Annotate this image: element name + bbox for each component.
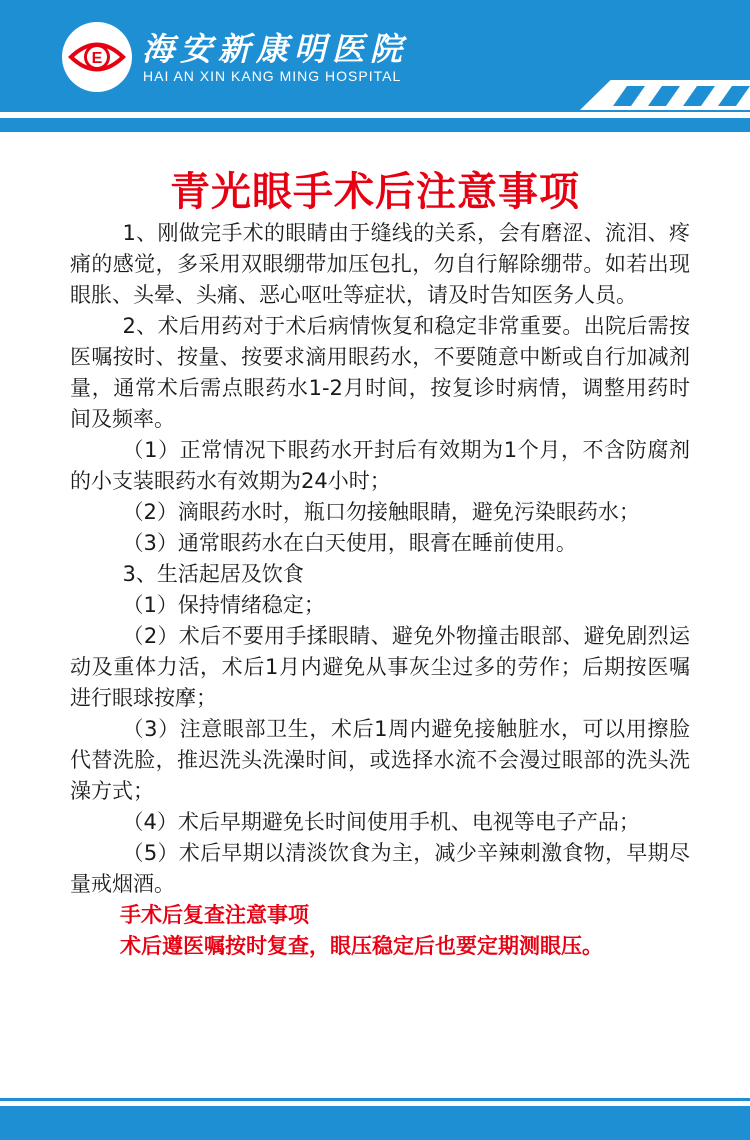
- section-3-2: （2）术后不要用手揉眼睛、避免外物撞击眼部、避免剧烈运动及重体力活，术后1月内避免从事灰尘过多的劳作；后期按医嘱进行眼球按摩；: [70, 624, 690, 710]
- section-3-5: （5）术后早期以清淡饮食为主，减少辛辣刺激食物，早期尽量戒烟酒。: [70, 841, 690, 896]
- page-title: 青光眼手术后注意事项: [170, 168, 580, 215]
- hospital-name-en: HAI AN XIN KANG MING HOSPITAL: [143, 68, 402, 84]
- section-3: 3、生活起居及饮食: [122, 562, 304, 586]
- footer-bar: [0, 1106, 750, 1140]
- logo-letter: E: [91, 50, 103, 67]
- section-2-1: （1）正常情况下眼药水开封后有效期为1个月，不含防腐剂的小支装眼药水有效期为24小时；: [70, 438, 690, 493]
- section-3-3: （3）注意眼部卫生，术后1周内避免接触脏水，可以用擦脸代替洗脸，推迟洗头洗澡时间，或选择水流不会漫过眼部的洗头洗澡方式；: [70, 717, 690, 803]
- header-bar: [0, 0, 750, 112]
- hospital-name-cn: 海安新康明医院: [142, 30, 409, 68]
- section-3-1: （1）保持情绪稳定；: [122, 593, 325, 617]
- notice-content: [70, 218, 690, 962]
- followup-text: 术后遵医嘱按时复查，眼压稳定后也要定期测眼压。: [120, 934, 603, 958]
- section-2: 2、术后用药对于术后病情恢复和稳定非常重要。出院后需按医嘱按时、按量、按要求滴用眼药水，不要随意中断或自行加减剂量，通常术后需点眼药水1-2月时间，按复诊时病情，调整用药时间及频率。: [70, 314, 690, 431]
- followup-heading: 手术后复查注意事项: [120, 903, 309, 927]
- section-1: 1、刚做完手术的眼睛由于缝线的关系，会有磨涩、流泪、疼痛的感觉，多采用双眼绷带加压包扎，勿自行解除绷带。如若出现眼胀、头晕、头痛、恶心呕吐等症状，请及时告知医务人员。: [70, 221, 690, 307]
- section-2-2: （2）滴眼药水时，瓶口勿接触眼睛，避免污染眼药水；: [122, 500, 640, 524]
- hospital-logo: [62, 22, 132, 92]
- section-3-4: （4）术后早期避免长时间使用手机、电视等电子产品；: [122, 810, 640, 834]
- header-stripe: [0, 118, 750, 132]
- footer-line: [0, 1098, 750, 1101]
- eye-logo-icon: [62, 22, 132, 92]
- section-2-3: （3）通常眼药水在白天使用，眼膏在睡前使用。: [122, 531, 577, 555]
